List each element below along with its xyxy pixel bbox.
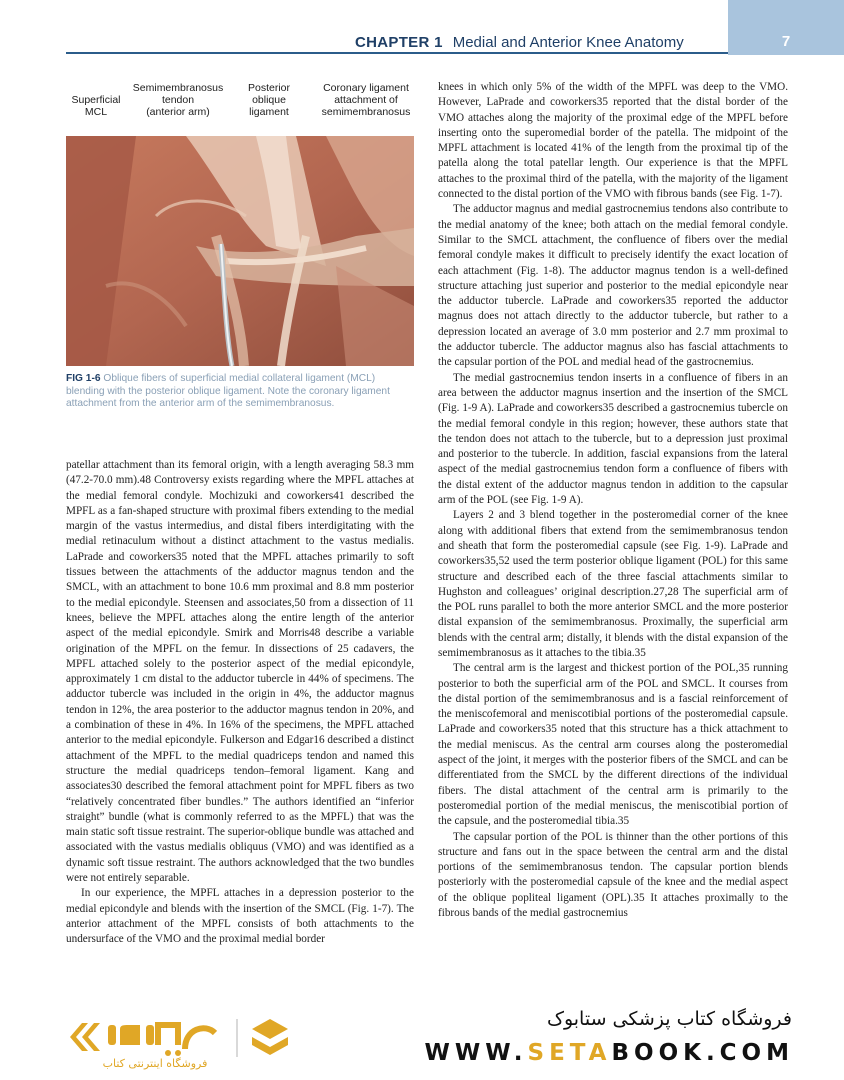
body-paragraph: The central arm is the largest and thickest portion of the POL,35 running posterior to both the superficial arm of the POL and SMCL. It courses from the distal portion of the semimembranosus and is a fascial reinforcement of the meniscofemoral and meniscotibial portions of the posteromedial capsule. LaPrade and coworkers35 noted that this structure has a thick attachment to the medial meniscus. As the central arm courses along the posteromedial aspect of the joint, it merges with the posterior fibers of the SMCL and can be differentiated from the SMCL by the different directions of the individual fibers. The distal attachment of the central arm is primarily to the posteromedial portion of the medial meniscus, the meniscotibial portion of the capsule, and the posteromedial tibia.35: [438, 662, 788, 828]
url-suffix: BOOK.COM: [611, 1040, 794, 1066]
url-highlight: SETA: [527, 1040, 612, 1066]
chapter-label: CHAPTER 1: [355, 34, 443, 51]
logo-tagline: فروشگاه اینترنتی کتاب: [102, 1057, 208, 1070]
body-paragraph: Layers 2 and 3 blend together in the posteromedial corner of the knee along with additional fibers that extend from the semimembranosus tendon and sheath that form the posteromedial capsule (see Fig. 1-9). LaPrade and coworkers35,52 used the term posterior oblique ligament (POL) for this same structure and described each of the three fascial attachments similar to Hughston and colleagues’ original description.27,28 The superficial arm of the POL runs parallel to both the more anterior SMCL and the more posterior distal expansion of the semimembranosus. Proximally, the superficial arm blends with the central arm; distally, it blends with the distal expansion of the semimembranosus as it attaches to the tibia.35: [438, 509, 788, 659]
page-number-box: [728, 0, 844, 55]
body-paragraph: patellar attachment than its femoral origin, with a length averaging 58.3 mm (47.2-70.0 mm).48 Controversy exists regarding where the MPFL attaches at the medial femoral condyle. Mochizuki and coworkers41 described the MPFL as a fan-shaped structure with proximal fibers extending to the medial margin of the vastus intermedius, and distal fibers interdigitating with the medial retinaculum without a distinct attachment to the vastus medialis. LaPrade and coworkers35 noted that the MPFL attaches primarily to soft tissues between the attachments of the adductor magnus tendon and the SMCL, with an attachment to bone 10.6 mm proximal and 8.8 mm posterior to the medial epicondyle. Steensen and associates,50 from a dissection of 11 knees, believe the MPFL attaches along the entire length of the anterior aspect of the medial epicondyle. Smirk and Morris48 describe a variable origination of the MPFL on the femur. In dissections of 25 cadavers, the MPFL attached solely to the posterior aspect of the medial epicondyle, approximately 1 cm distal to the adductor tubercle in 44% of specimens. The adductor tubercle was included in the origin in 4%, the adductor magnus tendon in 12%, the area posterior to the adductor magnus tendon in 20%, and a combination of these in 4%. In 16% of the specimens, the MPFL attached anterior to the medial epicondyle. Fulkerson and Edgar16 described a distinct attachment of the MPFL to the medial quadriceps tendon and named this structure the medial quadriceps tendon–femoral ligament. Kang and associates30 described the femoral attachment point for MPFL fibers as two “relatively concentrated fiber bundles.” The authors identified an “inferior straight” bundle (what is commonly referred to as the MPFL) that was the main static soft tissue restraint. The superior-oblique bundle was attached and associated with the vastus medialis obliquus (VMO) and was identified as a dynamic soft tissue restraint. The authors acknowledged that the two bundles were not entirely separable.: [66, 459, 414, 885]
body-paragraph: The medial gastrocnemius tendon inserts in a confluence of fibers in an area between the adductor magnus insertion and the insertion of the SMCL (Fig. 1-9 A). LaPrade and coworkers35 described a gastrocnemius tubercle on the medial femoral condyle in this region; however, these authors state that the tendon does not attach to the tubercle, but to a depression just proximal and posterior to the tubercle. In addition, fascial expansions from the lateral aspect of the medial gastrocnemius tendon form a confluence of fibers with the distal extent of the adductor magnus tendon in addition to the capsular arm of the POL (see Fig. 1-9 A).: [438, 371, 788, 507]
figure-caption-id: FIG 1-6: [66, 373, 101, 384]
anatomy-photo-illustration: [66, 136, 414, 366]
body-paragraph: In our experience, the MPFL attaches in a depression posterior to the medial epicondyle and blends with the insertion of the SMCL (Fig. 1-7). The anterior attachment of the MPFL consists of both attachments to the undersurface of the VMO and the proximal medial border: [66, 887, 414, 946]
body-paragraph: The capsular portion of the POL is thinner than the other portions of this structure and fans out in the space between the central arm and the distal portions of the semimembranosus tendon. The capsular portion blends posteriorly with the posteromedial capsule of the knee and the medial aspect of the oblique popliteal ligament (OPL).35 It attaches proximally to the fibrous bands of the medial gastrocnemius: [438, 830, 788, 920]
figure-label: Posterior oblique ligament: [247, 82, 290, 118]
right-text-column: [438, 80, 788, 921]
anatomy-photo: [66, 136, 414, 366]
figure-caption-text: Oblique fibers of superficial medial collateral ligament (MCL) blending with the posterior oblique ligament. Note the coronary ligament attachment from the anterior arm of the semimembranosus.: [66, 373, 390, 410]
figure-label: Superficial MCL: [71, 94, 121, 118]
figure-caption: [66, 373, 416, 411]
body-paragraph: The adductor magnus and medial gastrocnemius tendons also contribute to the medial anatomy of the knee; both attach on the medial femoral condyle. Similar to the SMCL attachment, the confluence of fibers over the medial femoral condyle makes it difficult to precisely identify the exact location of each attachment (Fig. 1-8). The adductor magnus tendon is a well-defined structure attaching just superior and posterior to the medial epicondyle near the adductor tubercle. LaPrade and coworkers35 reported the adductor magnus does not attach directly to the adductor tubercle, but rather to a depression located an average of 3.0 mm posterior and 2.7 mm proximal to the adductor tubercle. The adductor magnus also has fascial attachments to the capsular portion of the POL and medial head of the gastrocnemius.: [438, 203, 788, 369]
figure-label: Semimembranosus tendon (anterior arm): [132, 82, 224, 118]
store-url[interactable]: [425, 1040, 794, 1066]
figure-labels: [66, 80, 416, 135]
header-rule: [66, 52, 728, 54]
chapter-title: Medial and Anterior Knee Anatomy: [452, 34, 684, 51]
url-prefix: WWW.: [424, 1040, 528, 1066]
store-name: فروشگاه کتاب پزشکی ستابوک: [546, 1008, 792, 1030]
running-head: [355, 34, 684, 51]
page-number: 7: [781, 33, 791, 50]
footer-fade: [0, 960, 844, 992]
figure-label: Coronary ligament attachment of semimembranosus: [321, 82, 411, 118]
left-text-column: [66, 458, 414, 948]
page-header: [0, 0, 844, 55]
body-paragraph: knees in which only 5% of the width of the MPFL was deep to the VMO. However, LaPrade and coworkers35 reported that the distal border of the VMO attaches along the majority of the proximal edge of the MPFL before inserting onto the superomedial border of the patella. The midpoint of the MPFL attachment is located 41% of the length from the proximal tip of the patella along the total patellar length. Our experience is that the MPFL attaches to the proximal third of the patella, with the majority of the ligament connected to the distal portion of the VMO with fibrous bands (see Fig. 1-7).: [438, 81, 788, 201]
